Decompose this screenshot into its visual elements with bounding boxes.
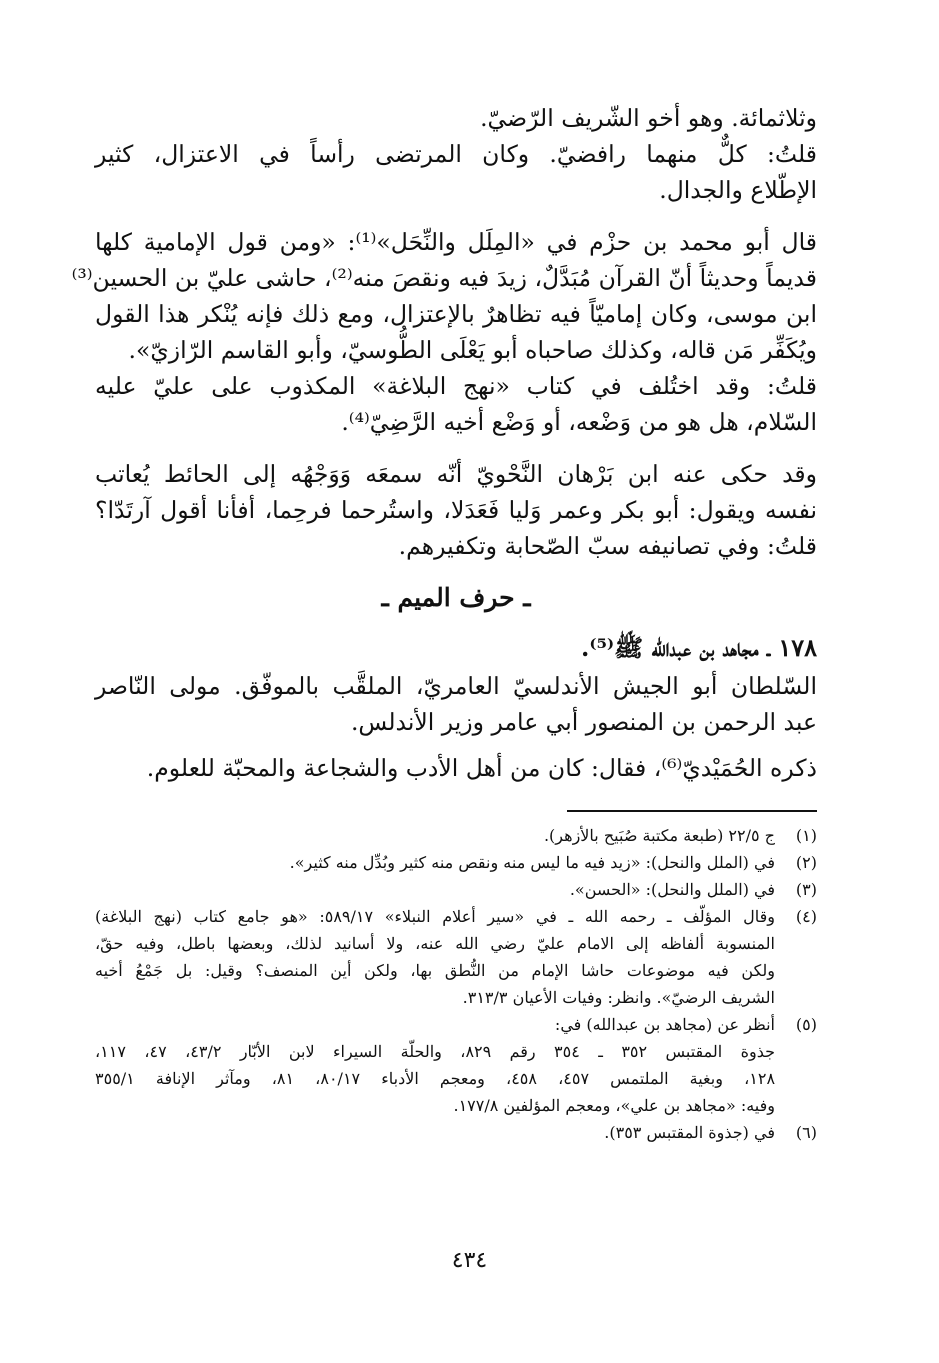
paragraph-7 bbox=[95, 750, 817, 786]
section-title: ـ حرف الميم ـ bbox=[381, 583, 531, 612]
paragraph-6 bbox=[95, 668, 817, 740]
footnote-line: في (الملل والنحل): «زيد فيه ما ليس منه ونقص منه كثير وبُدِّل منه كثير». bbox=[289, 853, 775, 872]
footnote-line: وفيه: «مجاهد بن علي»، ومعجم المؤلفين ١٧٧/٨. bbox=[453, 1096, 775, 1115]
footnote-4 bbox=[95, 903, 817, 1011]
footnote-1 bbox=[95, 822, 817, 849]
footnote-line: الشريف الرضيّ». وانظر: وفيات الأعيان ٣١٣/٣. bbox=[462, 988, 775, 1007]
footnote-text bbox=[95, 822, 775, 849]
footnote-line: في (الملل والنحل): «الحسن». bbox=[569, 880, 775, 899]
text-line: السّلام، هل هو من وَضْعه، أو وَضْع أخيه الرَّضِيّ⁽⁴⁾. bbox=[341, 408, 817, 436]
text-line: وثلاثمائة. وهو أخو الشّريف الرّضيّ. bbox=[480, 104, 817, 132]
footnote-3 bbox=[95, 876, 817, 903]
footnote-text bbox=[95, 876, 775, 903]
footnote-number: (٥) bbox=[795, 1015, 817, 1034]
text-line: وقد حكى عنه ابن بَرْهان النَّحْويّ أنّه سمعَه وَوَجْهُه إلى الحائط يُعاتب bbox=[95, 460, 817, 488]
footnote-number: (٢) bbox=[795, 853, 817, 872]
footnote-text bbox=[95, 1011, 775, 1119]
footnote-text bbox=[95, 1119, 775, 1146]
footnote-line: في (جذوة المقتبس ٣٥٣). bbox=[604, 1123, 775, 1142]
text-line: قال أبو محمد بن حزْم في «المِلَل والنِّحَل»⁽¹⁾: «ومن قول الإمامية كلها bbox=[95, 228, 817, 256]
footnote-line: جذوة المقتبس ٣٥٢ ـ ٣٥٤ رقم ٨٢٩، والحلّة السيراء لابن الأبّار ٤٣/٢، ٤٧، ١١٧، bbox=[95, 1042, 776, 1061]
text-line: نفسه ويقول: أبو بكر وعمر وَليا فَعَدَلا، واستُرحما فرحِما، أفأنا أقول آرتَدّا؟ bbox=[95, 496, 817, 524]
footnote-separator bbox=[567, 810, 817, 812]
footnote-6 bbox=[95, 1119, 817, 1146]
main-text bbox=[71, 100, 817, 786]
footnote-number: (٦) bbox=[795, 1123, 817, 1142]
text-line: الإطّلاع والجدال. bbox=[659, 176, 817, 204]
footnotes bbox=[95, 822, 817, 1146]
footnote-5 bbox=[95, 1011, 817, 1119]
paragraph-5 bbox=[95, 456, 817, 564]
text-line: السّلطان أبو الجيش الأندلسيّ العامريّ، الملقَّب بالموفّق. مولى النّاصر bbox=[95, 672, 817, 700]
entry-heading: ١٧٨ ـ مجاهد بن عبدالله ﷺ⁽⁵⁾. bbox=[581, 633, 817, 662]
footnote-line: ج ٢٢/٥ (طبعة مكتبة صُبَيح بالأزهر). bbox=[543, 826, 775, 845]
paragraph-4 bbox=[95, 368, 817, 440]
text-line: قلتُ: وفي تصانيفه سبّ الصّحابة وتكفيرهم. bbox=[398, 532, 817, 560]
footnote-number: (١) bbox=[795, 826, 817, 845]
text-line: قلتُ: كلٌّ منهما رافضيّ. وكان المرتضى رأساً في الاعتزال، كثير bbox=[95, 140, 817, 168]
paragraph-1 bbox=[95, 100, 817, 136]
footnote-line: أنظر عن (مجاهد بن عبدالله) في: bbox=[554, 1015, 775, 1034]
footnote-line: المنسوبة ألفاظه إلى الامام عليّ رضي الله عنه، ولا أسانيد لذلك، وبعضها باطل، وفيه حقّ، bbox=[95, 934, 775, 953]
text-line: عبد الرحمن بن المنصور أبي عامر وزير الأندلس. bbox=[350, 708, 817, 736]
footnote-number: (٣) bbox=[795, 880, 817, 899]
paragraph-3 bbox=[71, 224, 817, 368]
text-line: ابن موسى، وكان إماميّاً فيه تظاهرٌ بالإعتزال، ومع ذلك فإنه يُنْكر هذا القول bbox=[95, 300, 817, 328]
text-line: قلتُ: وقد اختُلف في كتاب «نهج البلاغة» المكذوب على عليّ عليه bbox=[95, 372, 817, 400]
footnote-number: (٤) bbox=[795, 907, 817, 926]
footnote-line: ولكن فيه موضوعات حاشا الإمام من النُّطق بها، ولكن أين المنصف؟ وقيل: بل جَمْعُ أخيه bbox=[95, 961, 775, 980]
page-number: ٤٣٤ bbox=[451, 1248, 488, 1273]
text-line: قديماً وحديثاً أنّ القرآن مُبَدَّلٌ، زيدَ فيه ونقصَ منه⁽²⁾، حاشى عليّ بن الحسين⁽³⁾ bbox=[71, 264, 817, 292]
text-line: ذكره الحُمَيْديّ⁽⁶⁾، فقال: كان من أهل الأدب والشجاعة والمحبّة للعلوم. bbox=[146, 754, 817, 782]
footnote-2 bbox=[95, 849, 817, 876]
footnote-line: وقال المؤلّف ـ رحمه الله ـ في «سير أعلام النبلاء» ٥٨٩/١٧: «هو جامع كتاب (نهج البلاغة) bbox=[95, 907, 775, 926]
footnote-line: ١٢٨، وبغية الملتمس ٤٥٧، ٤٥٨، ومعجم الأدباء ٨٠/١٧، ٨١، ومآثر الإنافة ٣٥٥/١ bbox=[95, 1069, 776, 1088]
text-line: ويُكَفِّر مَن قاله، وكذلك صاحباه أبو يَعْلَى الطُّوسيّ، وأبو القاسم الرّازيّ». bbox=[128, 336, 817, 364]
footnote-text bbox=[95, 903, 775, 1011]
footnote-text bbox=[95, 849, 775, 876]
paragraph-2 bbox=[95, 136, 817, 208]
